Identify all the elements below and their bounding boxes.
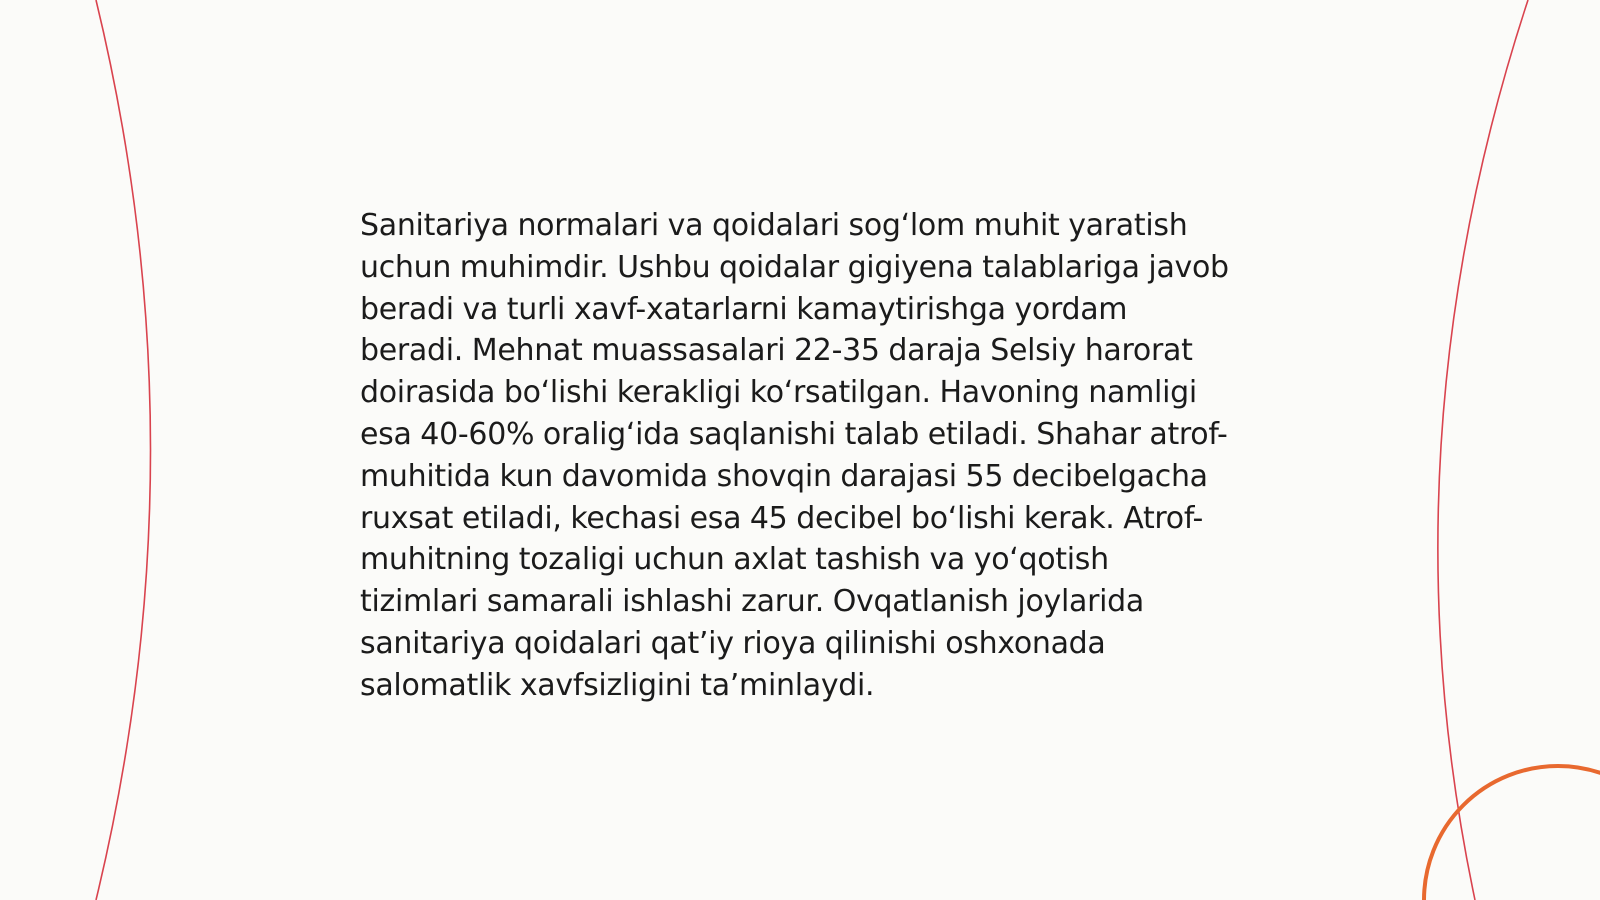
orange-ring-decoration <box>1424 766 1600 900</box>
right-curve-decoration <box>1438 0 1528 900</box>
body-paragraph: Sanitariya normalari va qoidalari sog‘lom muhit yaratish uchun muhimdir. Ushbu qoidalar gigiyena talablariga javob beradi va turli xavf-xatarlarni kamaytirishga yordam beradi. Mehnat muassasalari 22-35 daraja Selsiy harorat doirasida bo‘lishi kerakligi ko‘rsatilgan. Havoning namligi esa 40-60% oralig‘ida saqlanishi talab etiladi. Shahar atrof-muhitida kun davomida shovqin darajasi 55 decibelgacha ruxsat etiladi, kechasi esa 45 decibel bo‘lishi kerak. Atrof-muhitning tozaligi uchun axlat tashish va yo‘qotish tizimlari samarali ishlashi zarur. Ovqatlanish joylarida sanitariya qoidalari qat’iy rioya qilinishi oshxonada salomatlik xavfsizligini ta’minlaydi. <box>360 208 1229 703</box>
left-curve-decoration <box>96 0 151 900</box>
